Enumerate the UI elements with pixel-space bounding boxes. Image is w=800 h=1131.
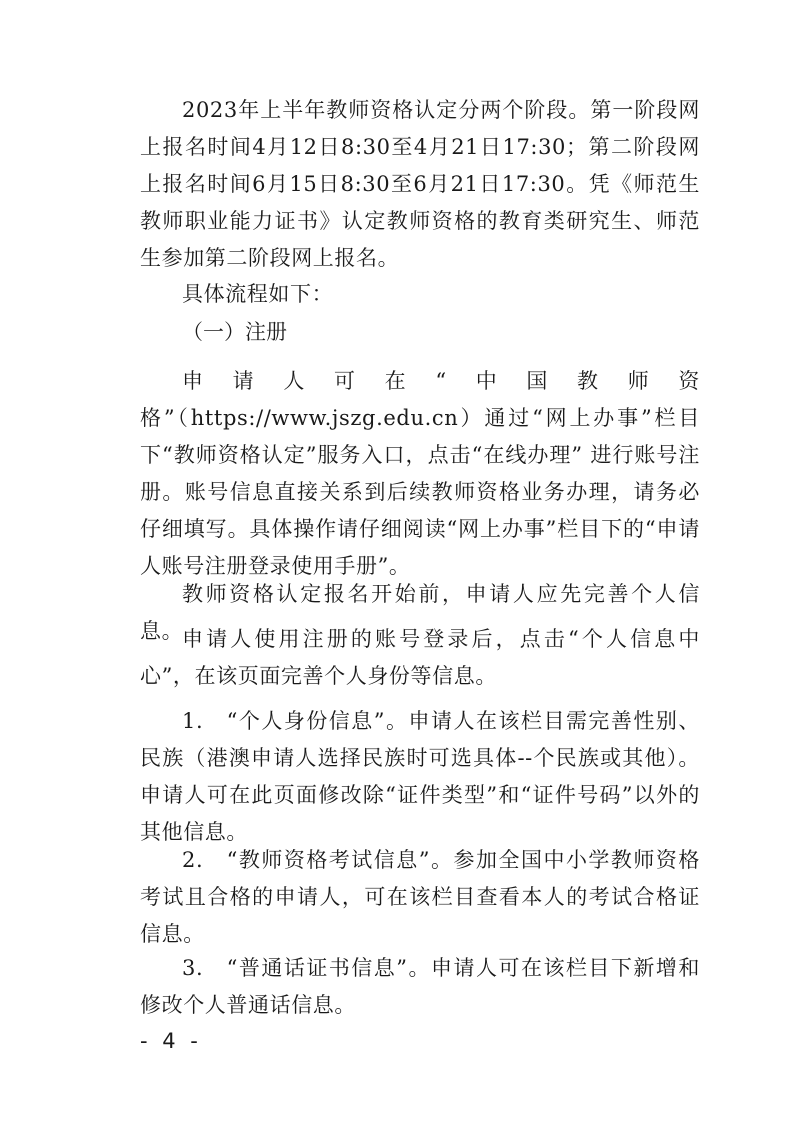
paragraph-register-instructions: 申请人可在“中国教师资格”（https://www.jszg.edu.cn）通过“网上办事”栏目下“教师资格认定”服务入口，点击“在线办理” 进行账号注册。账号信息直接关系到后续教师资格业务办理，请务必仔细填写。具体操作请仔细阅读“网上办事”栏目下的“申请人账号注册登录使用手册”。 — [140, 369, 700, 578]
paragraph-schedule: 2023年上半年教师资格认定分两个阶段。第一阶段网上报名时间4月12日8:30至4月21日17:30；第二阶段网上报名时间6月15日8:30至6月21日17:30。凭《师范生教师职业能力证书》认定教师资格的教育类研究生、师范生参加第二阶段网上报名。 — [140, 98, 700, 270]
section-heading-register: （一）注册 — [182, 320, 287, 344]
paragraph-item-identity: 1. “个人身份信息”。申请人在该栏目需完善性别、民族（港澳申请人选择民族时可选具体--个民族或其他）。申请人可在此页面修改除“证件类型”和“证件号码”以外的其他信息。 — [140, 709, 700, 844]
paragraph-item-mandarin: 3. “普通话证书信息”。申请人可在该栏目下新增和修改个人普通话信息。 — [140, 956, 700, 1017]
paragraph-complete-info: 教师资格认定报名开始前，申请人应先完善个人信息。 — [140, 582, 700, 643]
paragraph-login-info: 申请人使用注册的账号登录后，点击“个人信息中心”，在该页面完善个人身份等信息。 — [140, 627, 700, 688]
paragraph-process-intro: 具体流程如下： — [182, 282, 334, 306]
paragraph-item-exam: 2. “教师资格考试信息”。参加全国中小学教师资格考试且合格的申请人，可在该栏目查看本人的考试合格证信息。 — [140, 848, 700, 946]
page-number: - 4 - — [140, 1029, 202, 1053]
